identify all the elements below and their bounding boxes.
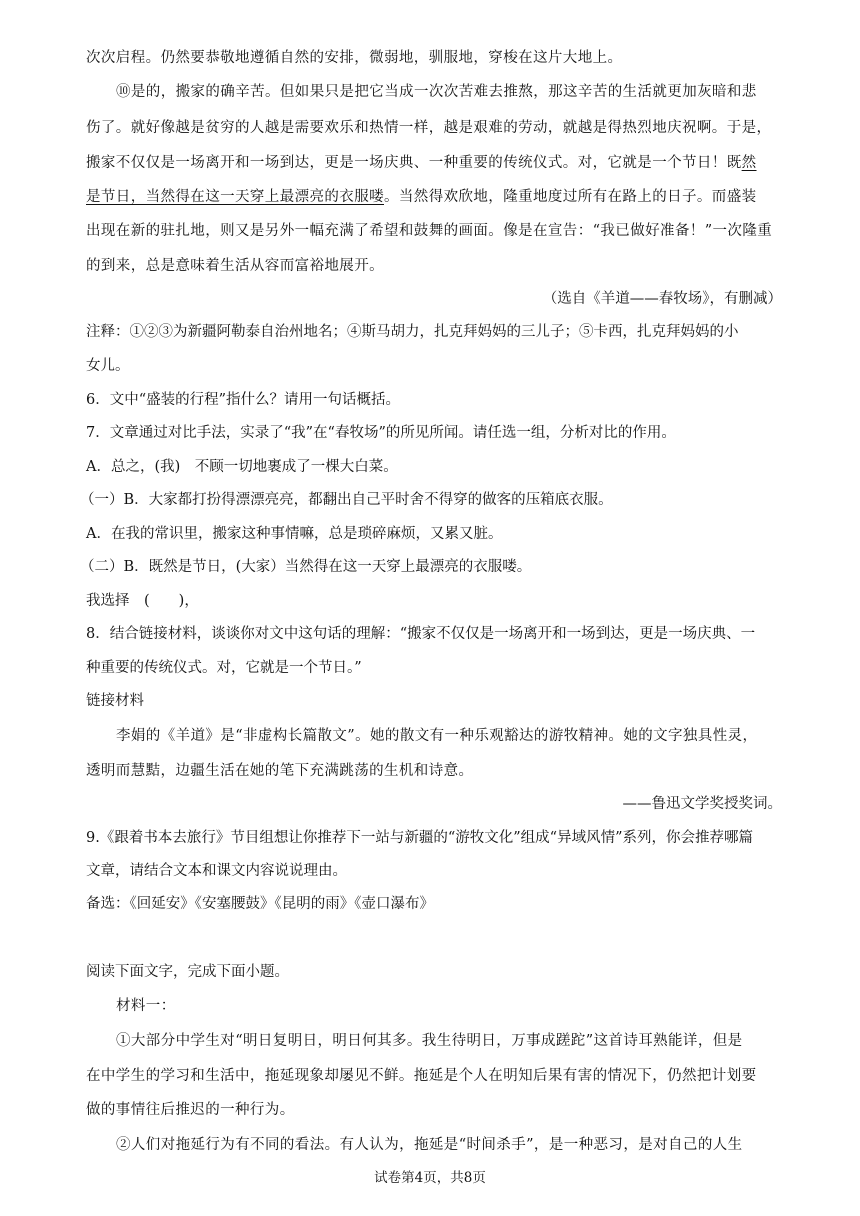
paragraph-10-line: 的到来，总是意味着生活从容而富裕地展开。	[86, 258, 384, 274]
passage-line: 次次启程。仍然要恭敬地遵循自然的安排，微弱地，驯服地，穿梭在这片大地上。	[86, 50, 623, 66]
link-material-title: 链接材料	[86, 693, 144, 709]
question-9: 9.《跟着书本去旅行》节目组想让你推荐下一站与新疆的“游牧文化”组成“异域风情”系列，你会推荐哪篇	[86, 830, 753, 846]
annotation-note: 注释：①②③为新疆阿勒泰自治州地名；④斯马胡力，扎克拜妈妈的三儿子；⑤卡西，扎克拜妈妈的小	[86, 324, 739, 340]
link-material-source: ——鲁迅文学奖授奖词。	[622, 796, 782, 812]
material-paragraph: 在中学生的学习和生活中，拖延现象却屡见不鲜。拖延是个人在明知后果有害的情况下，仍然把计划要	[86, 1068, 757, 1084]
material-paragraph: ②人们对拖延行为有不同的看法。有人认为，拖延是“时间杀手”，是一种恶习，是对自己的人生	[116, 1137, 743, 1153]
passage-source: （选自《羊道——春牧场》，有删减）	[542, 291, 782, 307]
paragraph-10-line	[86, 153, 757, 173]
answer-choice-blank: 我选择 ( )，	[86, 593, 199, 609]
material-paragraph: ①大部分中学生对“明日复明日，明日何其多。我生待明日，万事成蹉跎”这首诗耳熟能详，但是	[116, 1033, 743, 1049]
question-7-option: A．在我的常识里，搬家这种事情嘛，总是琐碎麻烦，又累又脏。	[86, 526, 503, 542]
section-instruction: 阅读下面文字，完成下面小题。	[86, 964, 289, 980]
paragraph-10-line: ⑩是的，搬家的确辛苦。但如果只是把它当成一次次苦难去推熬，那这辛苦的生活就更加灰暗和悲	[116, 84, 757, 100]
question-8: 8．结合链接材料，谈谈你对文中这句话的理解：“搬家不仅仅是一场离开和一场到达，更是一场庆典、一	[86, 626, 756, 642]
paragraph-10-line: 伤了。就好像越是贫穷的人越是需要欢乐和热情一样，越是艰难的劳动，就越是得热烈地庆祝啊。于是，	[86, 120, 772, 136]
link-material-text: 李娟的《羊道》是“非虚构长篇散文”。她的散文有一种乐观豁达的游牧精神。她的文字独具性灵，	[116, 728, 758, 744]
underlined-text: 然	[741, 155, 757, 171]
question-7-option: A．总之，(我) 不顾一切地裹成了一棵大白菜。	[86, 459, 398, 475]
paragraph-10-text: 。当然得欢欣地，隆重地度过所有在路上的日子。而盛装	[384, 189, 757, 205]
material-title: 材料一：	[116, 998, 176, 1014]
question-8: 种重要的传统仪式。对，它就是一个节日。”	[86, 660, 362, 676]
annotation-note: 女儿。	[86, 358, 130, 374]
link-material-text: 透明而慧黠，边疆生活在她的笔下充满跳荡的生机和诗意。	[86, 763, 474, 779]
paragraph-10-text: 搬家不仅仅是一场离开和一场到达，更是一场庆典、一种重要的传统仪式。对，它就是一个节日！既	[86, 155, 742, 171]
question-6: 6．文中“盛装的行程”指什么？请用一句话概括。	[86, 392, 401, 408]
question-7-option: （一）B．大家都打扮得漂漂亮亮，都翻出自己平时舍不得穿的做客的压箱底衣服。	[80, 492, 613, 508]
paragraph-10-line: 出现在新的驻扎地，则又是另外一幅充满了希望和鼓舞的画面。像是在宣告：“我已做好准备！”一次隆重	[86, 223, 773, 239]
question-9: 文章，请结合文本和课文内容说说理由。	[86, 863, 347, 879]
paragraph-10-line	[86, 187, 757, 207]
question-9-options: 备选：《回延安》《安塞腰鼓》《昆明的雨》《壶口瀑布》	[86, 896, 434, 912]
underlined-sentence: 是节日，当然得在这一天穿上最漂亮的衣服喽	[86, 189, 384, 205]
material-paragraph: 做的事情往后推迟的一种行为。	[86, 1102, 295, 1118]
question-7-option: （二）B．既然是节日，(大家）当然得在这一天穿上最漂亮的衣服喽。	[80, 559, 532, 575]
question-7: 7．文章通过对比手法，实录了“我”在“春牧场”的所见所闻。请任选一组，分析对比的作用。	[86, 425, 676, 441]
page-footer: 试卷第4页，共8页	[374, 1170, 486, 1186]
